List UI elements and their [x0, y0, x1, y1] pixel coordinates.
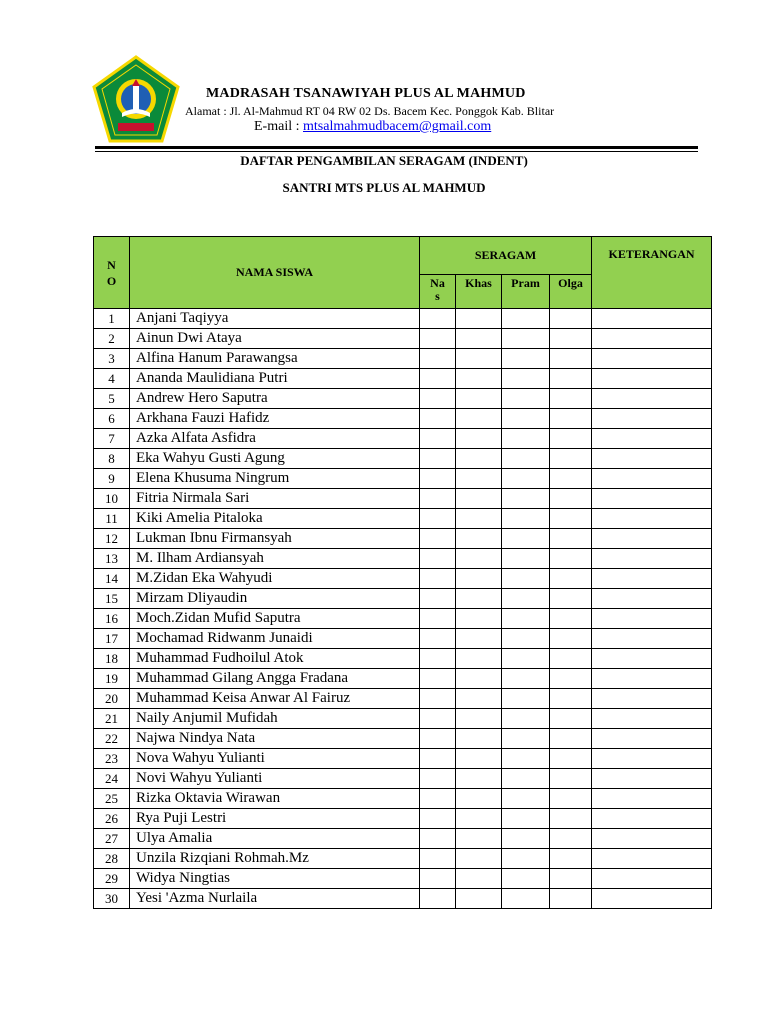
olga-cell: [550, 769, 592, 789]
khas-cell: [456, 669, 502, 689]
row-number: 9: [94, 469, 130, 489]
table-row: [94, 869, 712, 889]
row-number: 1: [94, 309, 130, 329]
pram-cell: [502, 329, 550, 349]
nas-cell: [420, 389, 456, 409]
nas-cell: [420, 589, 456, 609]
olga-cell: [550, 689, 592, 709]
keterangan-cell: [592, 429, 712, 449]
pram-cell: [502, 749, 550, 769]
keterangan-cell: [592, 689, 712, 709]
student-name: Fitria Nirmala Sari: [130, 489, 420, 509]
nas-cell: [420, 489, 456, 509]
olga-cell: [550, 369, 592, 389]
row-number: 5: [94, 389, 130, 409]
table-row: [94, 389, 712, 409]
row-number: 24: [94, 769, 130, 789]
student-name: Ulya Amalia: [130, 829, 420, 849]
table-row: [94, 889, 712, 909]
student-name: Eka Wahyu Gusti Agung: [130, 449, 420, 469]
khas-cell: [456, 369, 502, 389]
olga-cell: [550, 429, 592, 449]
khas-cell: [456, 469, 502, 489]
header-olga: Olga: [550, 275, 592, 309]
table-row: [94, 589, 712, 609]
table-row: [94, 469, 712, 489]
pram-cell: [502, 469, 550, 489]
student-name: Yesi 'Azma Nurlaila: [130, 889, 420, 909]
pram-cell: [502, 709, 550, 729]
student-name: M. Ilham Ardiansyah: [130, 549, 420, 569]
pram-cell: [502, 869, 550, 889]
olga-cell: [550, 609, 592, 629]
keterangan-cell: [592, 589, 712, 609]
nas-cell: [420, 369, 456, 389]
keterangan-cell: [592, 469, 712, 489]
email-link[interactable]: mtsalmahmudbacem@gmail.com: [303, 119, 492, 134]
khas-cell: [456, 509, 502, 529]
khas-cell: [456, 449, 502, 469]
table-row: [94, 769, 712, 789]
row-number: 29: [94, 869, 130, 889]
keterangan-cell: [592, 889, 712, 909]
nas-cell: [420, 809, 456, 829]
email-label: E-mail :: [254, 119, 303, 134]
student-name: Mochamad Ridwanm Junaidi: [130, 629, 420, 649]
table-row: [94, 809, 712, 829]
row-number: 4: [94, 369, 130, 389]
table-row: [94, 669, 712, 689]
keterangan-cell: [592, 709, 712, 729]
pram-cell: [502, 789, 550, 809]
khas-cell: [456, 709, 502, 729]
table-row: [94, 429, 712, 449]
keterangan-cell: [592, 629, 712, 649]
row-number: 12: [94, 529, 130, 549]
khas-cell: [456, 689, 502, 709]
nas-cell: [420, 349, 456, 369]
olga-cell: [550, 849, 592, 869]
nas-cell: [420, 549, 456, 569]
nas-cell: [420, 689, 456, 709]
olga-cell: [550, 629, 592, 649]
header-no: N O: [94, 237, 130, 309]
header-nas: Na s: [420, 275, 456, 309]
pram-cell: [502, 669, 550, 689]
row-number: 10: [94, 489, 130, 509]
olga-cell: [550, 669, 592, 689]
madrasah-crest-icon: [92, 55, 180, 143]
nas-cell: [420, 769, 456, 789]
olga-cell: [550, 709, 592, 729]
document-title: DAFTAR PENGAMBILAN SERAGAM (INDENT): [240, 153, 528, 168]
school-email: [254, 119, 554, 135]
khas-cell: [456, 729, 502, 749]
nas-cell: [420, 649, 456, 669]
olga-cell: [550, 789, 592, 809]
nas-cell: [420, 409, 456, 429]
keterangan-cell: [592, 529, 712, 549]
khas-cell: [456, 589, 502, 609]
row-number: 13: [94, 549, 130, 569]
keterangan-cell: [592, 669, 712, 689]
olga-cell: [550, 889, 592, 909]
nas-cell: [420, 749, 456, 769]
nas-cell: [420, 869, 456, 889]
header-nama-siswa: NAMA SISWA: [130, 237, 420, 309]
table-row: [94, 749, 712, 769]
header-pram: Pram: [502, 275, 550, 309]
row-number: 30: [94, 889, 130, 909]
nas-cell: [420, 629, 456, 649]
table-row: [94, 529, 712, 549]
pram-cell: [502, 449, 550, 469]
keterangan-cell: [592, 729, 712, 749]
student-name: Moch.Zidan Mufid Saputra: [130, 609, 420, 629]
table-row: [94, 789, 712, 809]
keterangan-cell: [592, 309, 712, 329]
pram-cell: [502, 489, 550, 509]
row-number: 6: [94, 409, 130, 429]
olga-cell: [550, 809, 592, 829]
khas-cell: [456, 389, 502, 409]
pram-cell: [502, 809, 550, 829]
table-row: [94, 509, 712, 529]
row-number: 26: [94, 809, 130, 829]
nas-cell: [420, 309, 456, 329]
pram-cell: [502, 729, 550, 749]
keterangan-cell: [592, 849, 712, 869]
table-row: [94, 329, 712, 349]
pram-cell: [502, 309, 550, 329]
student-name: Lukman Ibnu Firmansyah: [130, 529, 420, 549]
pram-cell: [502, 429, 550, 449]
student-name: Ananda Maulidiana Putri: [130, 369, 420, 389]
olga-cell: [550, 509, 592, 529]
row-number: 7: [94, 429, 130, 449]
student-name: Elena Khusuma Ningrum: [130, 469, 420, 489]
student-name: M.Zidan Eka Wahyudi: [130, 569, 420, 589]
row-number: 22: [94, 729, 130, 749]
keterangan-cell: [592, 389, 712, 409]
table-row: [94, 849, 712, 869]
olga-cell: [550, 349, 592, 369]
keterangan-cell: [592, 809, 712, 829]
khas-cell: [456, 309, 502, 329]
row-number: 3: [94, 349, 130, 369]
olga-cell: [550, 749, 592, 769]
pram-cell: [502, 769, 550, 789]
header-seragam: SERAGAM: [420, 237, 592, 275]
table-row: [94, 689, 712, 709]
keterangan-cell: [592, 449, 712, 469]
khas-cell: [456, 489, 502, 509]
student-name: Naily Anjumil Mufidah: [130, 709, 420, 729]
khas-cell: [456, 429, 502, 449]
olga-cell: [550, 549, 592, 569]
student-name: Unzila Rizqiani Rohmah.Mz: [130, 849, 420, 869]
table-row: [94, 609, 712, 629]
student-name: Rya Puji Lestri: [130, 809, 420, 829]
pram-cell: [502, 609, 550, 629]
row-number: 17: [94, 629, 130, 649]
keterangan-cell: [592, 569, 712, 589]
khas-cell: [456, 409, 502, 429]
khas-cell: [456, 769, 502, 789]
khas-cell: [456, 629, 502, 649]
nas-cell: [420, 469, 456, 489]
student-name: Muhammad Fudhoilul Atok: [130, 649, 420, 669]
row-number: 14: [94, 569, 130, 589]
table-row: [94, 549, 712, 569]
student-name: Najwa Nindya Nata: [130, 729, 420, 749]
olga-cell: [550, 329, 592, 349]
pram-cell: [502, 409, 550, 429]
olga-cell: [550, 589, 592, 609]
khas-cell: [456, 349, 502, 369]
olga-cell: [550, 529, 592, 549]
khas-cell: [456, 749, 502, 769]
row-number: 11: [94, 509, 130, 529]
keterangan-cell: [592, 349, 712, 369]
khas-cell: [456, 889, 502, 909]
row-number: 8: [94, 449, 130, 469]
table-row: [94, 649, 712, 669]
nas-cell: [420, 509, 456, 529]
olga-cell: [550, 649, 592, 669]
keterangan-cell: [592, 329, 712, 349]
keterangan-cell: [592, 609, 712, 629]
row-number: 21: [94, 709, 130, 729]
letterhead-divider-thick: [95, 146, 698, 149]
pram-cell: [502, 509, 550, 529]
nas-cell: [420, 889, 456, 909]
khas-cell: [456, 809, 502, 829]
olga-cell: [550, 469, 592, 489]
keterangan-cell: [592, 749, 712, 769]
khas-cell: [456, 329, 502, 349]
pram-cell: [502, 529, 550, 549]
table-row: [94, 569, 712, 589]
pram-cell: [502, 549, 550, 569]
olga-cell: [550, 409, 592, 429]
keterangan-cell: [592, 369, 712, 389]
uniform-pickup-table: [93, 236, 712, 909]
student-name: Rizka Oktavia Wirawan: [130, 789, 420, 809]
row-number: 25: [94, 789, 130, 809]
nas-cell: [420, 329, 456, 349]
table-row: [94, 709, 712, 729]
letterhead-divider-thin: [95, 151, 698, 152]
table-row: [94, 729, 712, 749]
table-row: [94, 629, 712, 649]
olga-cell: [550, 569, 592, 589]
olga-cell: [550, 309, 592, 329]
pram-cell: [502, 689, 550, 709]
pram-cell: [502, 589, 550, 609]
student-name: Novi Wahyu Yulianti: [130, 769, 420, 789]
keterangan-cell: [592, 549, 712, 569]
nas-cell: [420, 529, 456, 549]
keterangan-cell: [592, 789, 712, 809]
row-number: 28: [94, 849, 130, 869]
keterangan-cell: [592, 409, 712, 429]
header-keterangan: KETERANGAN: [592, 237, 712, 309]
olga-cell: [550, 829, 592, 849]
keterangan-cell: [592, 869, 712, 889]
document-subtitle: SANTRI MTS PLUS AL MAHMUD: [282, 180, 486, 195]
student-name: Ainun Dwi Ataya: [130, 329, 420, 349]
khas-cell: [456, 869, 502, 889]
pram-cell: [502, 349, 550, 369]
table-row: [94, 369, 712, 389]
header-khas: Khas: [456, 275, 502, 309]
table-row: [94, 829, 712, 849]
nas-cell: [420, 669, 456, 689]
student-name: Kiki Amelia Pitaloka: [130, 509, 420, 529]
table-row: [94, 449, 712, 469]
khas-cell: [456, 789, 502, 809]
olga-cell: [550, 389, 592, 409]
keterangan-cell: [592, 509, 712, 529]
khas-cell: [456, 549, 502, 569]
nas-cell: [420, 709, 456, 729]
roster-body: [94, 309, 712, 909]
pram-cell: [502, 889, 550, 909]
row-number: 23: [94, 749, 130, 769]
student-name: Muhammad Keisa Anwar Al Fairuz: [130, 689, 420, 709]
student-name: Alfina Hanum Parawangsa: [130, 349, 420, 369]
row-number: 18: [94, 649, 130, 669]
table-row: [94, 489, 712, 509]
nas-cell: [420, 829, 456, 849]
row-number: 20: [94, 689, 130, 709]
pram-cell: [502, 849, 550, 869]
row-number: 19: [94, 669, 130, 689]
table-row: [94, 349, 712, 369]
nas-cell: [420, 449, 456, 469]
nas-cell: [420, 789, 456, 809]
olga-cell: [550, 449, 592, 469]
nas-cell: [420, 609, 456, 629]
row-number: 15: [94, 589, 130, 609]
nas-cell: [420, 429, 456, 449]
row-number: 2: [94, 329, 130, 349]
keterangan-cell: [592, 769, 712, 789]
keterangan-cell: [592, 489, 712, 509]
student-name: Andrew Hero Saputra: [130, 389, 420, 409]
keterangan-cell: [592, 649, 712, 669]
student-name: Mirzam Dliyaudin: [130, 589, 420, 609]
olga-cell: [550, 729, 592, 749]
pram-cell: [502, 649, 550, 669]
pram-cell: [502, 569, 550, 589]
pram-cell: [502, 629, 550, 649]
keterangan-cell: [592, 829, 712, 849]
student-name: Muhammad Gilang Angga Fradana: [130, 669, 420, 689]
khas-cell: [456, 609, 502, 629]
nas-cell: [420, 849, 456, 869]
school-address: Alamat : Jl. Al-Mahmud RT 04 RW 02 Ds. Bacem Kec. Ponggok Kab. Blitar: [185, 104, 555, 118]
row-number: 27: [94, 829, 130, 849]
nas-cell: [420, 569, 456, 589]
olga-cell: [550, 869, 592, 889]
khas-cell: [456, 649, 502, 669]
khas-cell: [456, 569, 502, 589]
pram-cell: [502, 369, 550, 389]
table-row: [94, 309, 712, 329]
pram-cell: [502, 389, 550, 409]
table-row: [94, 409, 712, 429]
school-name: MADRASAH TSANAWIYAH PLUS AL MAHMUD: [206, 86, 526, 101]
row-number: 16: [94, 609, 130, 629]
olga-cell: [550, 489, 592, 509]
student-name: Anjani Taqiyya: [130, 309, 420, 329]
nas-cell: [420, 729, 456, 749]
khas-cell: [456, 849, 502, 869]
student-name: Arkhana Fauzi Hafidz: [130, 409, 420, 429]
khas-cell: [456, 829, 502, 849]
student-name: Nova Wahyu Yulianti: [130, 749, 420, 769]
student-name: Azka Alfata Asfidra: [130, 429, 420, 449]
student-name: Widya Ningtias: [130, 869, 420, 889]
pram-cell: [502, 829, 550, 849]
khas-cell: [456, 529, 502, 549]
